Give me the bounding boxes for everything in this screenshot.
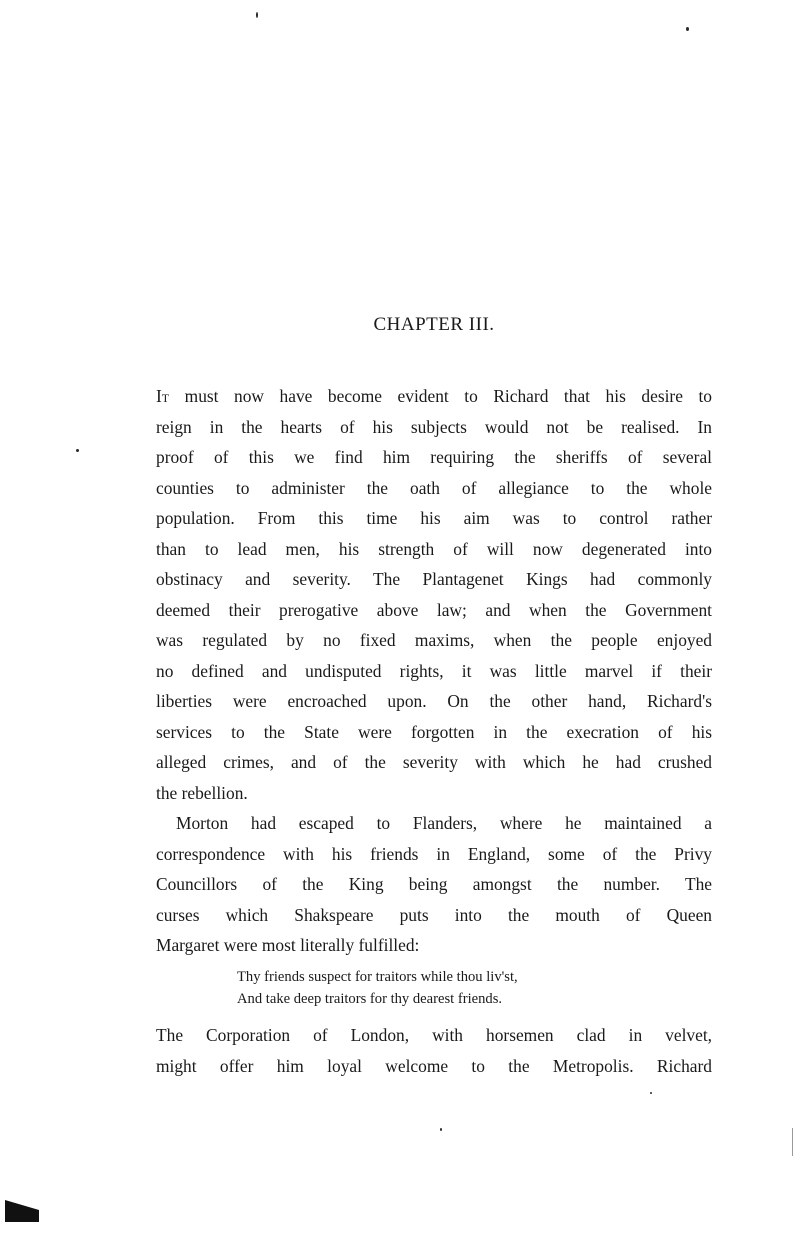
text-line: curses which Shakspeare puts into the mouth of Queen	[156, 904, 712, 925]
text-line: liberties were encroached upon. On the other hand, Richard's	[156, 691, 712, 711]
scan-speck	[256, 12, 258, 18]
text-line: services to the State were forgotten in the execration of his	[156, 721, 712, 742]
text-line: Margaret were most literally fulfilled:	[156, 935, 420, 955]
text-line: proof of this we find him requiring the sheriffs of several	[156, 447, 712, 467]
paragraph-2	[156, 808, 712, 961]
text-line: deemed their prerogative above law; and when the Government	[156, 599, 712, 620]
scan-edge-line	[792, 1128, 793, 1156]
text-line: counties to administer the oath of allegiance to the whole	[156, 477, 712, 498]
text-line: was regulated by no fixed maxims, when the people enjoyed	[156, 630, 712, 650]
text-line: reign in the hearts of his subjects would not be realised. In	[156, 416, 712, 437]
text-line: than to lead men, his strength of will now degenerated into	[156, 538, 712, 559]
chapter-heading: CHAPTER III.	[373, 314, 495, 335]
scan-speck	[440, 1128, 442, 1131]
scan-corner-mark	[5, 1200, 39, 1222]
text-line: The Corporation of London, with horsemen clad in velvet,	[156, 1025, 712, 1045]
scan-speck	[686, 27, 689, 31]
text-line: Morton had escaped to Flanders, where he maintained a	[176, 813, 712, 833]
verse-line: Thy friends suspect for traitors while thou liv'st,	[237, 969, 518, 985]
text-line: obstinacy and severity. The Plantagenet Kings had commonly	[156, 569, 712, 589]
scan-speck	[76, 449, 79, 452]
verse-quotation	[237, 966, 518, 1010]
text-line: might offer him loyal welcome to the Metropolis. Richard	[156, 1055, 712, 1076]
text-line: no defined and undisputed rights, it was little marvel if their	[156, 660, 712, 681]
text-line: alleged crimes, and of the severity with which he had crushed	[156, 752, 712, 772]
text-line: correspondence with his friends in England, some of the Privy	[156, 843, 712, 864]
text-line: the rebellion.	[156, 782, 248, 803]
text-line: Councillors of the King being amongst the number. The	[156, 874, 712, 894]
text-line: population. From this time his aim was to control rather	[156, 508, 712, 528]
paragraph-1	[156, 381, 712, 808]
paragraph-3	[156, 1020, 712, 1081]
verse-line: And take deep traitors for thy dearest friends.	[237, 991, 503, 1007]
drop-word: It	[156, 386, 170, 406]
text-line: It must now have become evident to Richard that his desire to	[156, 386, 712, 406]
scan-speck	[650, 1092, 652, 1094]
